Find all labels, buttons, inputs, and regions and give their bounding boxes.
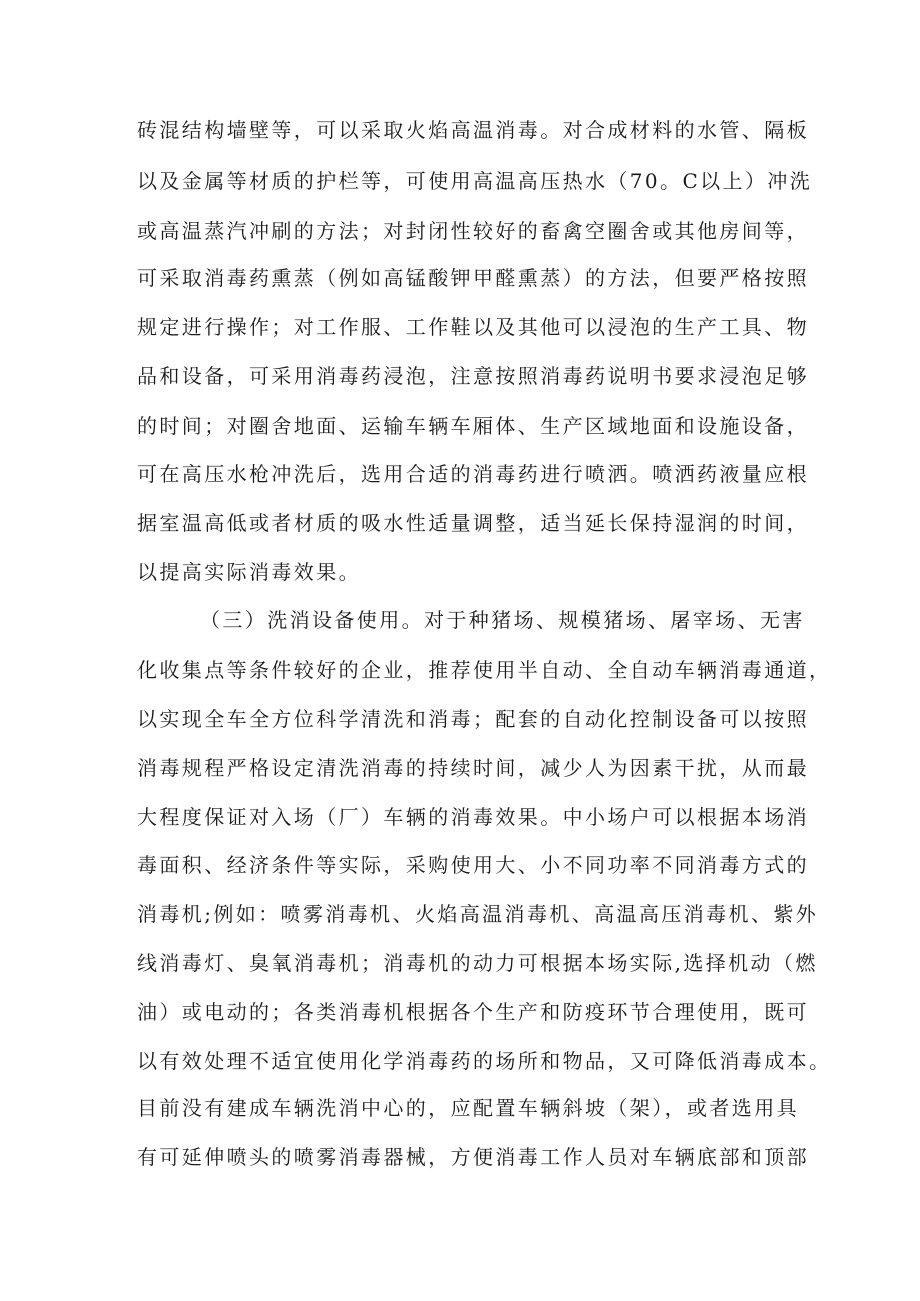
text-line: 消毒规程严格设定清洗消毒的持续时间，减少人为因素干扰，从而最	[137, 756, 809, 780]
text-line: 以实现全车全方位科学清洗和消毒；配套的自动化控制设备可以按照	[137, 707, 809, 731]
text-line: 可在高压水枪冲洗后，选用合适的消毒药进行喷洒。喷洒药液量应根	[137, 462, 809, 486]
text-line: 以及金属等材质的护栏等，可使用高温高压热水（70。C以上）冲洗	[137, 169, 813, 193]
text-line: 油）或电动的；各类消毒机根据各个生产和防疫环节合理使用，既可	[137, 1000, 809, 1024]
text-line: 目前没有建成车辆洗消中心的，应配置车辆斜坡（架），或者选用具	[137, 1096, 799, 1120]
text-line: 毒面积、经济条件等实际，采购使用大、小不同功率不同消毒方式的	[137, 853, 809, 877]
text-line: 可采取消毒药熏蒸（例如高锰酸钾甲醛熏蒸）的方法，但要严格按照	[137, 266, 809, 290]
text-line: 大程度保证对入场（厂）车辆的消毒效果。中小场户可以根据本场消	[137, 805, 809, 829]
text-line: 线消毒灯、臭氧消毒机；消毒机的动力可根据本场实际,选择机动（燃	[137, 951, 818, 975]
text-line: 有可延伸喷头的喷雾消毒器械，方便消毒工作人员对车辆底部和顶部	[137, 1145, 809, 1169]
text-line: 砖混结构墙壁等，可以采取火焰高温消毒。对合成材料的水管、隔板	[137, 118, 809, 142]
text-line: 的时间；对圈舍地面、运输车辆车厢体、生产区域地面和设施设备，	[137, 414, 809, 438]
text-line: 品和设备，可采用消毒药浸泡，注意按照消毒药说明书要求浸泡足够	[137, 364, 809, 388]
text-line: 以有效处理不适宜使用化学消毒药的场所和物品，又可降低消毒成本。	[137, 1049, 832, 1073]
text-line: 以提高实际消毒效果。	[137, 560, 361, 584]
text-line: 化收集点等条件较好的企业，推荐使用半自动、全自动车辆消毒通道，	[137, 658, 832, 682]
text-line: 据室温高低或者材质的吸水性适量调整，适当延长保持湿润的时间，	[137, 511, 809, 535]
text-line: 或高温蒸汽冲刷的方法；对封闭性较好的畜禽空圈舍或其他房间等，	[137, 219, 809, 243]
text-line: 消毒机;例如：喷雾消毒机、火焰高温消毒机、高温高压消毒机、紫外	[137, 902, 819, 926]
section-heading-line: （三）洗消设备使用。对于种猪场、规模猪场、屠宰场、无害	[200, 608, 805, 632]
text-line: 规定进行操作；对工作服、工作鞋以及其他可以浸泡的生产工具、物	[137, 315, 809, 339]
